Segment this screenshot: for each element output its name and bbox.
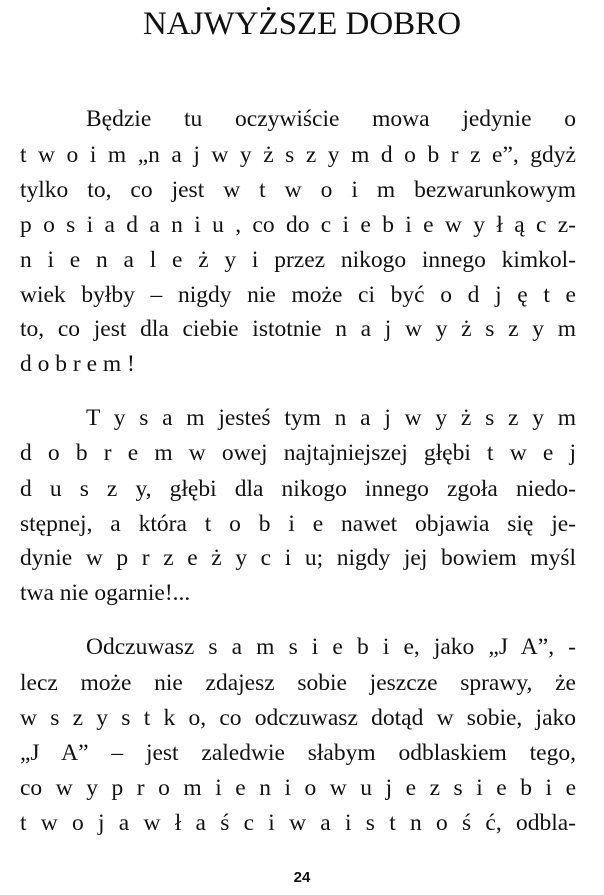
text-line: co w y p r o m i e n i o w u j e z s i e b i e <box>20 775 576 801</box>
text-line: dynie w p r z e ż y c i u; nigdy jej bowiem myśl <box>20 545 576 571</box>
text-line: tylko to, co jest w t w o i m bezwarunkowym <box>20 177 576 203</box>
text-line: d o b r e m w owej najtajniejszej głębi t w e j <box>20 440 576 466</box>
text-line: n i e n a l e ż y i przez nikogo innego kimkol- <box>20 247 576 273</box>
page-number: 24 <box>293 869 311 886</box>
text-line: T y s a m jesteś tym n a j w y ż s z y m <box>86 405 576 431</box>
text-line: d o b r e m ! <box>20 351 135 377</box>
text-line: d u s z y, głębi dla nikogo innego zgoła niedo- <box>20 476 576 502</box>
text-line: w s z y s t k o, co odczuwasz dotąd w sobie, jako <box>20 705 576 731</box>
text-line: to, co jest dla ciebie istotnie n a j w y ż s z y m <box>20 316 576 342</box>
text-line: „J A” – jest zaledwie słabym odblaskiem tego, <box>20 740 576 766</box>
text-line: lecz może nie zdajesz sobie jeszcze sprawy, że <box>20 670 576 696</box>
text-line: Odczuwasz s a m s i e b i e, jako „J A”, - <box>86 634 576 660</box>
text-line: t w o i m „n a j w y ż s z y m d o b r z e”, gdyż <box>20 142 576 168</box>
text-line: stępnej, a która t o b i e nawet objawia się je- <box>20 511 576 537</box>
text-line: twa nie ogarnie!... <box>20 580 191 606</box>
text-line: p o s i a d a n i u , co do c i e b i e w y ł ą c z- <box>20 212 576 238</box>
text-line: wiek byłby – nigdy nie może ci być o d j ę t e <box>20 282 576 308</box>
text-line: t w o j a w ł a ś c i w a i s t n o ś ć, odbla- <box>20 810 576 836</box>
chapter-title: NAJWYŻSZE DOBRO <box>142 6 462 42</box>
text-line: Będzie tu oczywiście mowa jedynie o <box>86 106 576 132</box>
